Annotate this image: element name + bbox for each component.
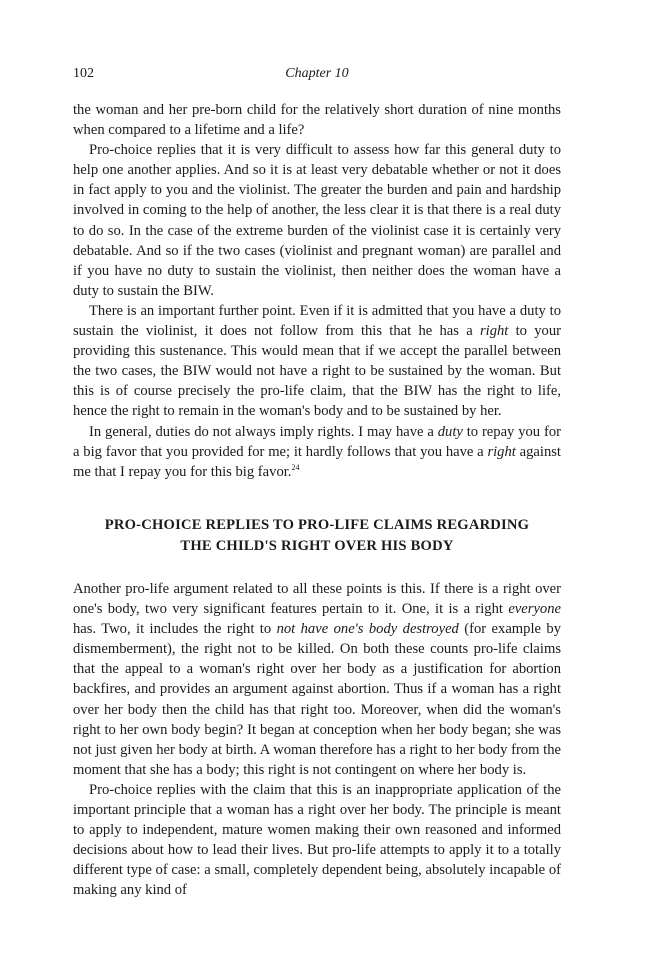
text-run: against me that I repay you for this big favor. <box>73 443 561 480</box>
emphasis: duty <box>437 423 463 440</box>
body-text-bottom <box>73 579 561 901</box>
emphasis: right <box>479 323 509 340</box>
paragraph: the woman and her pre-born child for the relatively short duration of nine months when compared to a lifetime and a life? <box>73 102 561 139</box>
section-heading <box>73 515 561 556</box>
text-run: There is an important further point. Even if it is admitted that you have a duty to sustain the violinist, it does not follow from this that he has a <box>73 302 561 340</box>
running-head: Chapter 10 <box>285 66 349 81</box>
text-run: Another pro-life argument related to all these points is this. If there is a right over one's body, two very significant features pertain to it. One, it is a right <box>73 581 561 618</box>
heading-line-2: THE CHILD'S RIGHT OVER HIS BODY <box>180 537 454 554</box>
heading-line-1: PRO-CHOICE REPLIES TO PRO-LIFE CLAIMS REGARDING <box>104 517 530 533</box>
text-run: (for example by dismemberment), the right not to be killed. On both these counts pro-life claims that the appeal to a woman's right over her body as a justification for abortion backfires, and provides an argument against abortion. Thus if a woman has a right over her body then the child has that right too. Moreover, when did the woman's right to her own body begin? It began at conception when her body began; she was not just given her body at birth. A woman therefore has a right to her body from the moment that she has a body; this right is not contingent on where her body is. <box>73 621 561 778</box>
paragraph: Pro-choice replies with the claim that this is an inappropriate application of the important principle that a woman has a right over her body. The principle is meant to apply to independent, mature women making their own reasoned and informed decisions about how to lead their lives. But pro-life attempts to apply it to a totally different type of case: a small, completely dependent being, absolutely incapable of making any kind of <box>73 781 561 899</box>
emphasis: everyone <box>508 601 561 618</box>
paragraph <box>73 422 561 482</box>
text-run: to your providing this sustenance. This would mean that if we accept the parallel between the two cases, the BIW would not have a right to be sustained by the woman. But this is of course precisely the pro-life claim, that the BIW has the right to life, hence the right to remain in the woman's body and to be sustained by her. <box>73 323 561 420</box>
emphasis: not have one's body destroyed <box>276 621 459 638</box>
paragraph <box>73 301 561 422</box>
text-run: In general, duties do not always imply rights. I may have a <box>89 423 438 440</box>
page-header <box>73 66 561 86</box>
text-run: has. Two, it includes the right to <box>73 621 277 638</box>
emphasis: right <box>487 443 516 460</box>
footnote-marker: 24 <box>291 462 300 472</box>
body-text-top <box>73 100 561 482</box>
page-number: 102 <box>73 66 94 81</box>
paragraph <box>73 579 561 780</box>
paragraph: Pro-choice replies that it is very difficult to assess how far this general duty to help one another applies. And so it is at least very debatable whether or not it does in fact apply to you and the violinist. The greater the burden and pain and hardship involved in coming to the help of another, the less clear it is that there is a real duty to do so. In the case of the extreme burden of the violinist case it is certainly very debatable. And so if the two cases (violinist and pregnant woman) are parallel and if you have no duty to sustain the violinist, then neither does the woman have a duty to sustain the BIW. <box>73 142 561 299</box>
text-run: to repay you for a big favor that you provided for me; it hardly follows that you have a <box>73 423 561 460</box>
